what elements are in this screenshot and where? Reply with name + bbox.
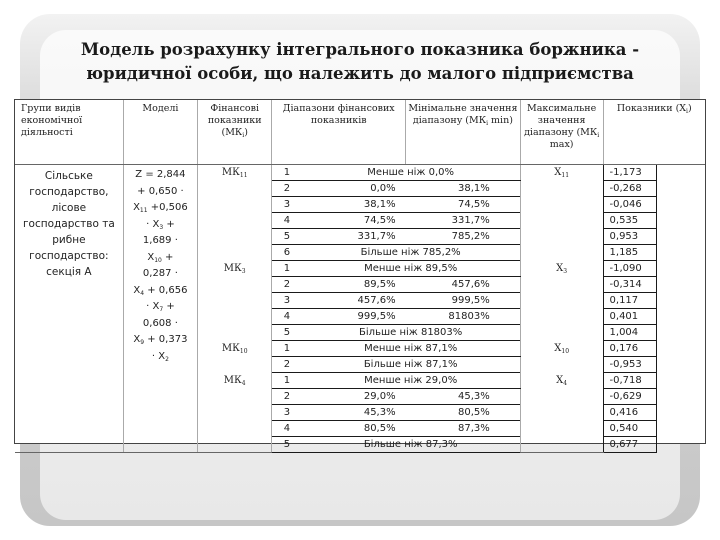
header-models: Моделі <box>123 100 197 165</box>
indicator-mk-cell: $МК_{10}$ <box>198 341 272 373</box>
indicator-mk-cell: $МК_3$ <box>198 261 272 341</box>
header-x: Показники $(Х_і)$ <box>603 100 705 165</box>
formula-line: 0,608 · <box>142 317 178 329</box>
header-groups: Групи видів економічної діяльності <box>15 100 123 165</box>
range-description: Більше ніж 87,3% <box>302 437 521 453</box>
range-max: 87,3% <box>406 421 521 437</box>
header-min: Мінімальне значення діапазону ($МК_і$ min) <box>406 100 521 165</box>
coefficient-value: 0,540 <box>603 421 656 437</box>
range-number: 1 <box>272 373 302 389</box>
range-min: 74,5% <box>302 213 406 229</box>
range-number: 1 <box>272 341 302 357</box>
range-number: 2 <box>272 389 302 405</box>
range-min: 29,0% <box>302 389 406 405</box>
formula-line: $X_4 + 0,656$ <box>133 284 188 297</box>
header-max: Максимальне значення діапазону ($МК_і$ max) <box>520 100 603 165</box>
range-description: Менше ніж 29,0% <box>302 373 521 389</box>
coefficient-value: 1,004 <box>603 325 656 341</box>
header-row <box>15 100 705 165</box>
formula-line: · $X_7$ + <box>146 301 175 313</box>
range-min: 89,5% <box>302 277 406 293</box>
coefficient-value: -0,046 <box>603 197 656 213</box>
table-body <box>15 165 705 453</box>
range-number: 3 <box>272 405 302 421</box>
range-max: 80,5% <box>406 405 521 421</box>
indicator-x-cell: $Х_{11}$ <box>520 165 603 261</box>
coefficient-value: -0,953 <box>603 357 656 373</box>
range-number: 3 <box>272 197 302 213</box>
formula-line: 1,689 · <box>142 235 178 246</box>
formula-line: · $X_3$ + <box>146 218 175 231</box>
range-min: 80,5% <box>302 421 406 437</box>
range-max: 331,7% <box>406 213 521 229</box>
coefficient-value: -1,090 <box>603 261 656 277</box>
range-max: 45,3% <box>406 389 521 405</box>
formula-line: 0,287 · <box>142 268 178 279</box>
coefficient-value: 0,117 <box>603 293 656 309</box>
range-number: 5 <box>272 229 302 245</box>
range-min: 38,1% <box>302 197 406 213</box>
range-number: 4 <box>272 421 302 437</box>
header-indicators: Фінансові показники $(МК_і)$ <box>198 100 272 165</box>
coefficient-value: 0,953 <box>603 229 656 245</box>
formula-line: + 0,650 · <box>137 185 184 197</box>
range-description: Більше ніж 87,1% <box>302 357 521 373</box>
range-description: Більше ніж 785,2% <box>302 245 521 261</box>
range-min: 999,5% <box>302 309 406 325</box>
range-max: 74,5% <box>406 197 521 213</box>
range-min: 0,0% <box>302 181 406 197</box>
range-number: 2 <box>272 357 302 373</box>
range-number: 3 <box>272 293 302 309</box>
range-number: 4 <box>272 309 302 325</box>
formula-line: $X_9 + 0,373$ <box>133 334 188 346</box>
coefficient-value: 1,185 <box>603 245 656 261</box>
coefficient-value: 0,416 <box>603 405 656 421</box>
table-card <box>14 99 706 450</box>
formula-line: $X_{10}$ + <box>147 251 174 264</box>
formula-line: Z = 2,844 <box>135 169 186 180</box>
range-number: 1 <box>272 261 302 277</box>
range-number: 6 <box>272 245 302 261</box>
range-number: 1 <box>272 165 302 181</box>
indicator-x-cell: $Х_3$ <box>520 261 603 341</box>
formula-line: · $X_2$ <box>151 350 169 363</box>
coefficient-value: -0,629 <box>603 389 656 405</box>
range-max: 81803% <box>406 309 521 325</box>
range-description: Менше ніж 89,5% <box>302 261 521 277</box>
indicator-x-cell: $Х_4$ <box>520 373 603 453</box>
range-max: 38,1% <box>406 181 521 197</box>
coefficient-value: -1,173 <box>603 165 656 181</box>
table-row <box>15 165 705 181</box>
model-formula-cell <box>123 165 197 453</box>
coefficient-value: -0,268 <box>603 181 656 197</box>
range-min: 45,3% <box>302 405 406 421</box>
coefficient-value: 0,176 <box>603 341 656 357</box>
activity-group-cell: Сільське господарство, лісове господарство та рибне господарство: секція А <box>15 165 123 453</box>
range-description: Більше ніж 81803% <box>302 325 521 341</box>
indicator-mk-cell: $МК_{11}$ <box>198 165 272 261</box>
range-min: 331,7% <box>302 229 406 245</box>
indicator-x-cell: $Х_{10}$ <box>520 341 603 373</box>
range-number: 2 <box>272 181 302 197</box>
header-ranges: Діапазони фінансових показників <box>272 100 406 165</box>
coefficient-value: -0,314 <box>603 277 656 293</box>
range-description: Менше ніж 0,0% <box>302 165 521 181</box>
coefficient-value: 0,401 <box>603 309 656 325</box>
formula-line: $X_{11} +0,506$ <box>133 202 188 214</box>
range-max: 785,2% <box>406 229 521 245</box>
range-number: 2 <box>272 277 302 293</box>
coefficient-value: -0,718 <box>603 373 656 389</box>
range-max: 457,6% <box>406 277 521 293</box>
range-max: 999,5% <box>406 293 521 309</box>
range-min: 457,6% <box>302 293 406 309</box>
coefficient-value: 0,535 <box>603 213 656 229</box>
range-number: 5 <box>272 325 302 341</box>
page-title: Модель розрахунку інтегрального показника боржника - юридичної особи, що належить до малого підприємства <box>80 40 640 83</box>
coefficient-value: 0,677 <box>603 437 656 453</box>
range-number: 4 <box>272 213 302 229</box>
range-number: 5 <box>272 437 302 453</box>
indicator-mk-cell: $МК_4$ <box>198 373 272 453</box>
model-table <box>15 100 705 453</box>
range-description: Менше ніж 87,1% <box>302 341 521 357</box>
